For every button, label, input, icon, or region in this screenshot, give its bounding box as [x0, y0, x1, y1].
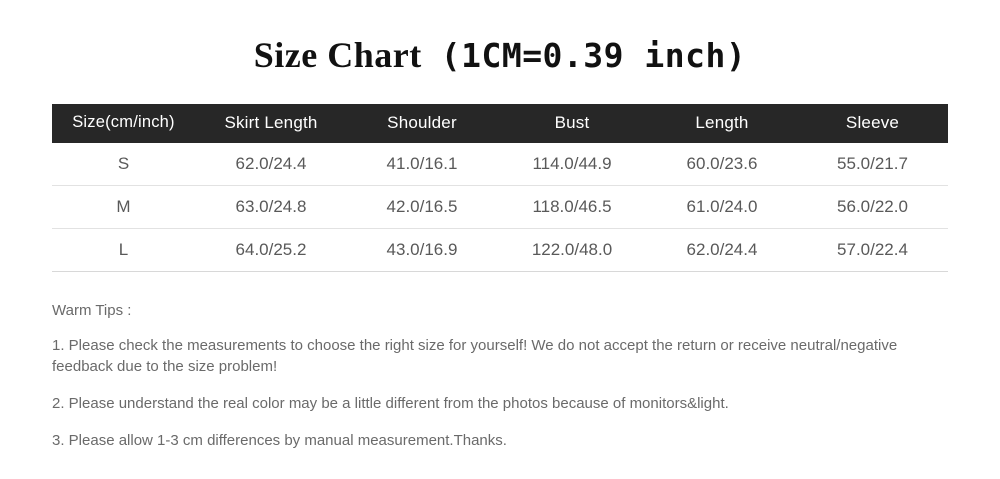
- table-row: [52, 185, 948, 228]
- size-table-head: [52, 104, 948, 143]
- column-header-shoulder: Shoulder: [347, 104, 497, 143]
- page-title: [0, 0, 1000, 76]
- warm-tip-item: 2. Please understand the real color may be a little different from the photos because of monitors&light.: [52, 395, 729, 413]
- column-header-size: Size(cm/inch): [52, 104, 195, 143]
- cell-sleeve: 57.0/22.4: [797, 228, 948, 271]
- warm-tips-heading: Warm Tips :: [52, 301, 132, 319]
- warm-tips-section: [52, 302, 948, 452]
- warm-tip-item: 1. Please check the measurements to choose the right size for yourself! We do not accept the return or receive neutral/negative feedback due to the size problem!: [52, 336, 898, 376]
- cell-length: 61.0/24.0: [647, 185, 797, 228]
- cell-sleeve: 55.0/21.7: [797, 143, 948, 186]
- cell-shoulder: 41.0/16.1: [347, 143, 497, 186]
- column-header-bust: Bust: [497, 104, 647, 143]
- size-table-body: [52, 143, 948, 272]
- page-title-main: Size Chart: [253, 35, 422, 75]
- cell-bust: 118.0/46.5: [497, 185, 647, 228]
- cell-skirt-length: 62.0/24.4: [195, 143, 347, 186]
- table-row: [52, 143, 948, 186]
- table-row: [52, 228, 948, 271]
- table-header-row: [52, 104, 948, 143]
- cell-size: M: [52, 185, 195, 228]
- cell-sleeve: 56.0/22.0: [797, 185, 948, 228]
- cell-bust: 114.0/44.9: [497, 143, 647, 186]
- cell-length: 62.0/24.4: [647, 228, 797, 271]
- size-table: [52, 104, 948, 272]
- warm-tip-item: 3. Please allow 1-3 cm differences by manual measurement.Thanks.: [52, 431, 507, 449]
- column-header-length: Length: [647, 104, 797, 143]
- cell-bust: 122.0/48.0: [497, 228, 647, 271]
- size-table-container: [52, 104, 948, 272]
- cell-skirt-length: 63.0/24.8: [195, 185, 347, 228]
- cell-length: 60.0/23.6: [647, 143, 797, 186]
- column-header-skirt-length: Skirt Length: [195, 104, 347, 143]
- cell-shoulder: 42.0/16.5: [347, 185, 497, 228]
- cell-size: L: [52, 228, 195, 271]
- page-title-conversion: (1CM=0.39 inch): [440, 36, 747, 75]
- cell-shoulder: 43.0/16.9: [347, 228, 497, 271]
- cell-size: S: [52, 143, 195, 186]
- cell-skirt-length: 64.0/25.2: [195, 228, 347, 271]
- column-header-sleeve: Sleeve: [797, 104, 948, 143]
